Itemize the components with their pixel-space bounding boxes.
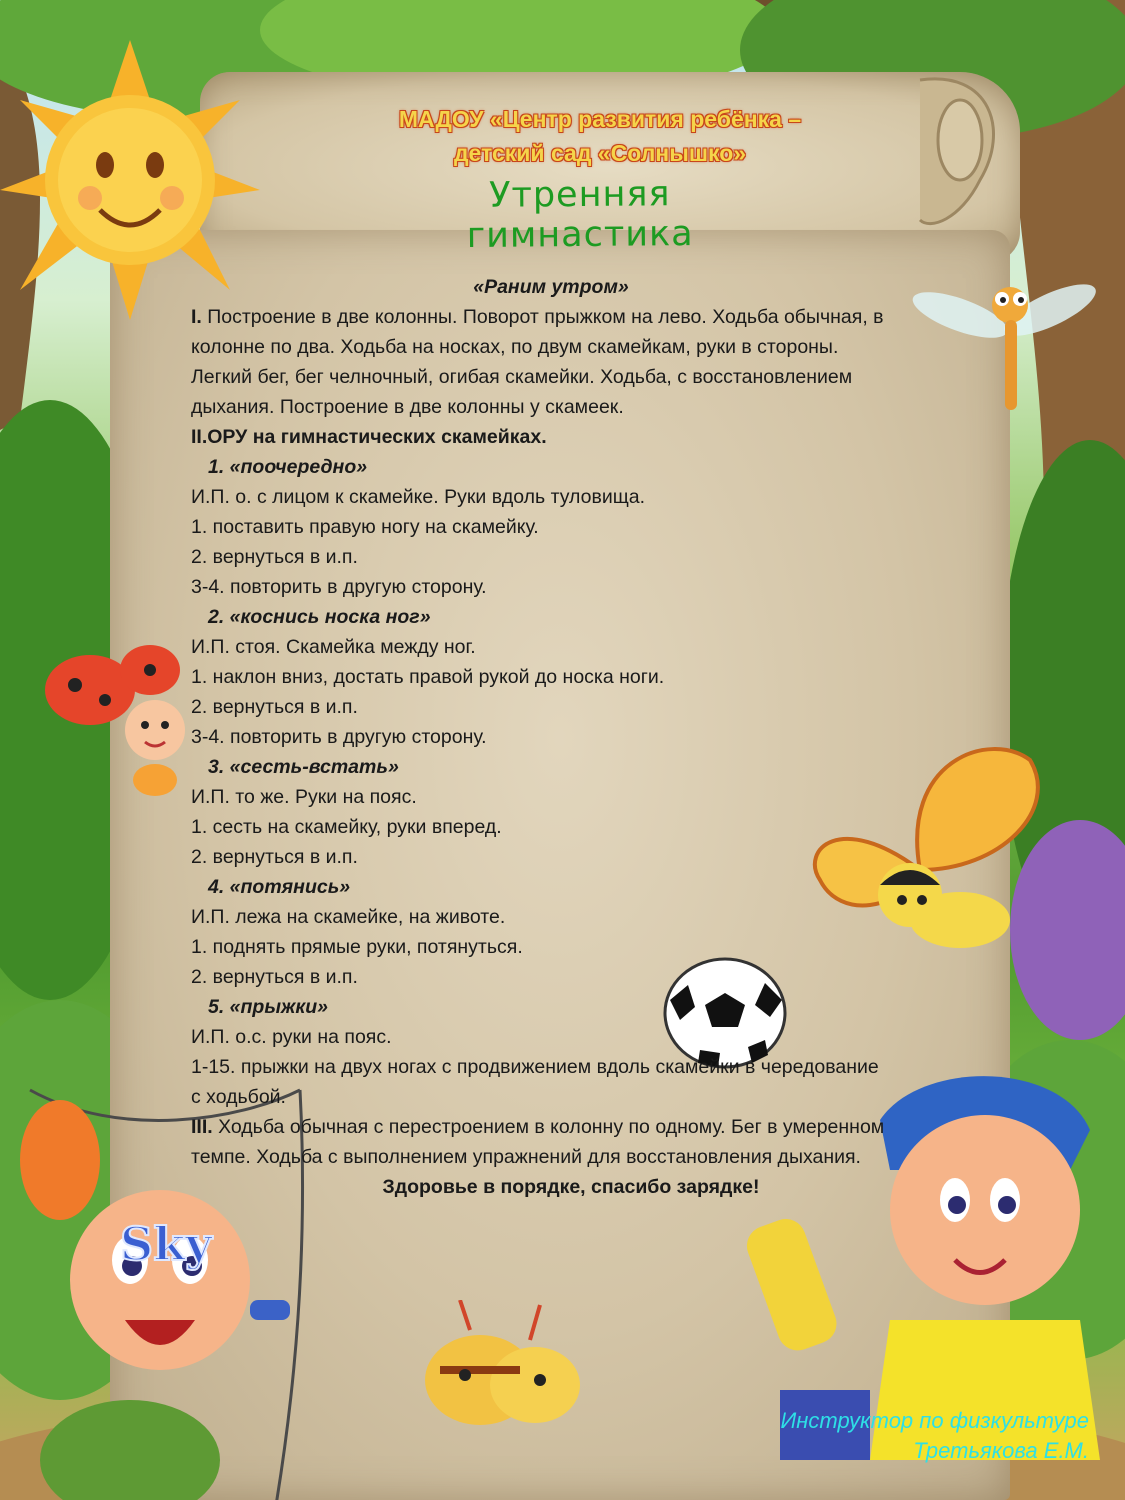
author-role: Инструктор по физкультуре [780,1408,1089,1433]
author-signature [781,1406,1089,1466]
exercise-2-line: И.П. стоя. Скамейка между ног. [191,636,476,658]
part-three-text: Ходьба обычная с перестроением в колонну по одному. Бег в умеренном темпе. Ходьба с выполнением упражнений для восстановления дыхания. [191,1116,885,1168]
part-one [191,302,891,422]
exercise-1-line: И.П. о. с лицом к скамейке. Руки вдоль туловища. [191,486,646,508]
content-title: «Раним утром» [473,276,629,298]
part-one-number: I. [191,306,202,328]
exercise-2-name: 2. «коснись носка ног» [208,606,431,628]
header [330,102,870,170]
exercise-2-line: 1. наклон вниз, достать правой рукой до носка ноги. [191,666,665,688]
exercise-4-name: 4. «потянись» [208,876,351,898]
scroll-curl [900,70,1010,240]
dragonfly-illustration [910,265,1100,415]
part-three [191,1112,891,1172]
exercise-3-name: 3. «сесть-встать» [208,756,399,778]
author-name: Третьякова Е.М. [913,1438,1089,1463]
part-three-number: III. [191,1116,213,1138]
ladybug-illustration [30,630,200,800]
part-one-text: Построение в две колонны. Поворот прыжком на лево. Ходьба обычная, в колонне по два. Ходьба на носках, по двум скамейкам, руки в стороны. Легкий бег, бег челночный, огибая скамейки. Ходьба, с восстановлением дыхания. Построение в две колонны у скамеек. [191,306,884,418]
exercise-4-line: И.П. лежа на скамейке, на животе. [191,906,506,928]
closing-slogan: Здоровье в порядке, спасибо зарядке! [382,1176,760,1198]
exercise-2-line: 2. вернуться в и.п. [191,696,358,718]
exercise-1-line: 1. поставить правую ногу на скамейку. [191,516,539,538]
exercise-1-line: 2. вернуться в и.п. [191,546,358,568]
exercise-4-line: 1. поднять прямые руки, потянуться. [191,936,523,958]
exercise-5-line: 1-15. прыжки на двух ногах с продвижением вдоль скамейки в чередование с ходьбой. [191,1056,879,1108]
exercise-3-line: 1. сесть на скамейку, руки вперед. [191,816,502,838]
exercise-3-line: 2. вернуться в и.п. [191,846,358,868]
page-subtitle: Утренняя гимнастика [466,174,694,256]
bees-illustration [410,1300,590,1440]
exercise-4-line: 2. вернуться в и.п. [191,966,358,988]
exercise-5-line: И.П. о.с. руки на пояс. [191,1026,392,1048]
sky-logo [118,1212,248,1272]
svg-text:Sky: Sky [120,1217,212,1271]
exercise-1-line: 3-4. повторить в другую сторону. [191,576,487,598]
org-name-line1: МАДОУ «Центр развития ребёнка – [398,106,802,132]
exercise-1-name: 1. «поочередно» [208,456,368,478]
part-two-heading: II.ОРУ на гимнастических скамейках. [191,426,547,448]
exercise-content [191,272,911,1202]
org-name-line2: детский сад «Солнышко» [453,140,747,166]
exercise-3-line: И.П. то же. Руки на пояс. [191,786,417,808]
exercise-5-name: 5. «прыжки» [208,996,328,1018]
exercise-2-line: 3-4. повторить в другую сторону. [191,726,487,748]
